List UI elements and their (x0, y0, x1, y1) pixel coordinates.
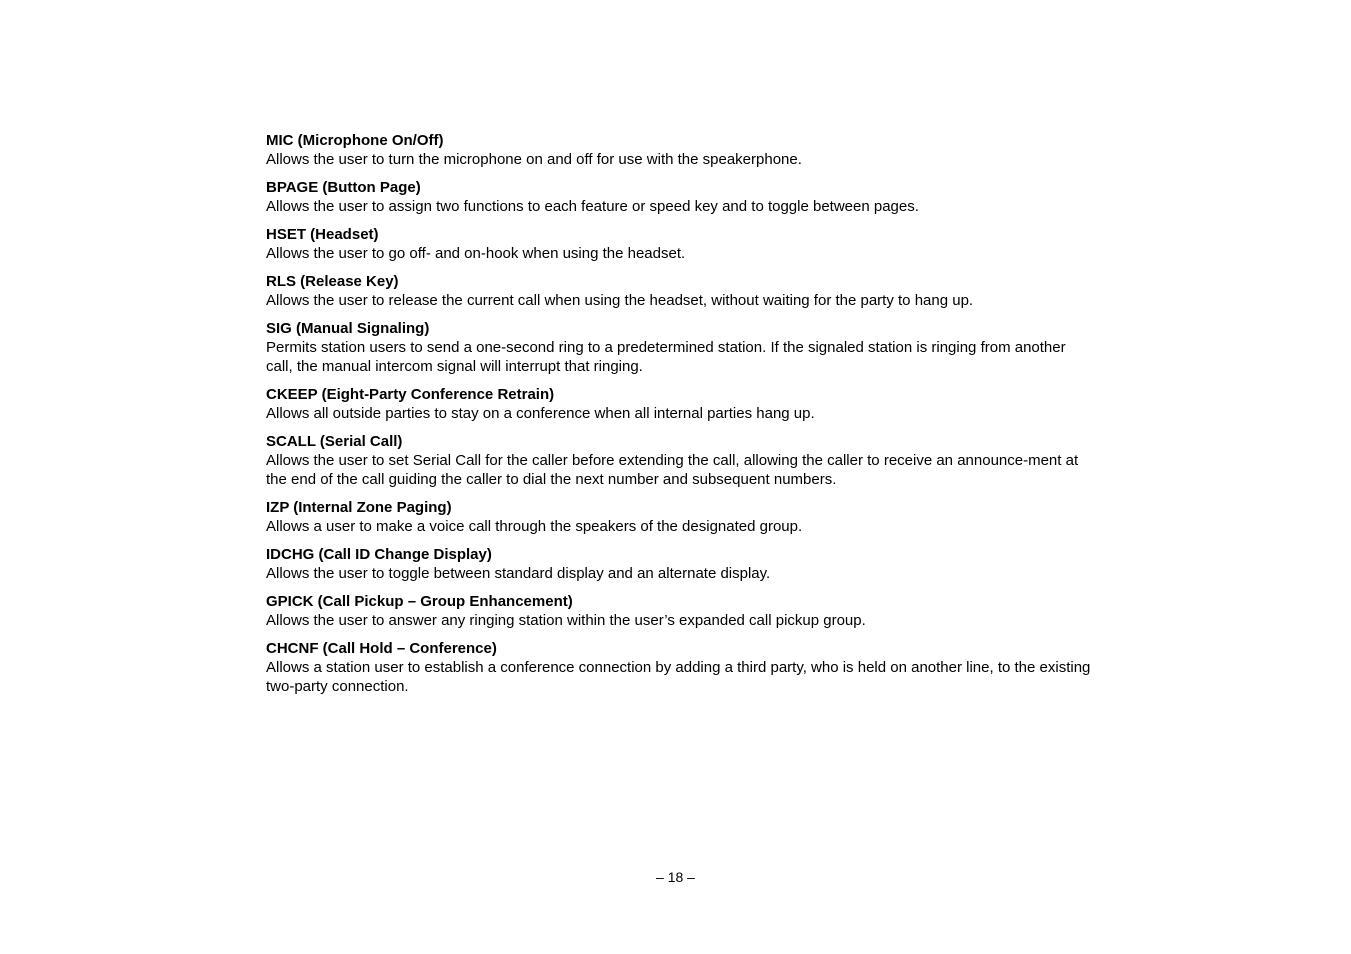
feature-entry-rls (266, 272, 1096, 310)
feature-title: HSET (Headset) (266, 226, 379, 243)
feature-entry-mic (266, 131, 1096, 169)
feature-entry-sig (266, 319, 1096, 376)
feature-entry-ckeep (266, 385, 1096, 423)
feature-title: MIC (Microphone On/Off) (266, 132, 444, 149)
feature-description: Allows the user to answer any ringing station within the user’s expanded call pickup group. (266, 612, 866, 629)
feature-title: GPICK (Call Pickup – Group Enhancement) (266, 593, 573, 610)
feature-title: CHCNF (Call Hold – Conference) (266, 640, 497, 657)
feature-description: Allows the user to set Serial Call for the caller before extending the call, allowing the caller to receive an announce-ment at the end of the call guiding the caller to dial the next number and subsequent numbers. (266, 452, 1079, 488)
feature-entry-idchg (266, 545, 1096, 583)
feature-title: IDCHG (Call ID Change Display) (266, 546, 492, 563)
page-number: – 18 – (656, 869, 695, 885)
feature-description: Allows all outside parties to stay on a conference when all internal parties hang up. (266, 405, 815, 422)
feature-description: Allows a user to make a voice call through the speakers of the designated group. (266, 518, 803, 535)
feature-entry-scall (266, 432, 1096, 489)
feature-description: Allows the user to go off- and on-hook when using the headset. (266, 245, 686, 262)
feature-title: IZP (Internal Zone Paging) (266, 499, 452, 516)
feature-title: SCALL (Serial Call) (266, 433, 403, 450)
feature-title: BPAGE (Button Page) (266, 179, 421, 196)
feature-list (266, 131, 1096, 705)
feature-title: RLS (Release Key) (266, 273, 399, 290)
feature-entry-bpage (266, 178, 1096, 216)
feature-entry-hset (266, 225, 1096, 263)
feature-entry-chcnf (266, 639, 1096, 696)
feature-description: Allows the user to release the current call when using the headset, without waiting for the party to hang up. (266, 292, 974, 309)
feature-description: Allows the user to toggle between standard display and an alternate display. (266, 565, 771, 582)
feature-title: SIG (Manual Signaling) (266, 320, 430, 337)
feature-description: Allows the user to assign two functions to each feature or speed key and to toggle between pages. (266, 198, 919, 215)
feature-entry-gpick (266, 592, 1096, 630)
feature-description: Allows a station user to establish a conference connection by adding a third party, who is held on another line, to the existing two-party connection. (266, 659, 1091, 695)
feature-entry-izp (266, 498, 1096, 536)
feature-title: CKEEP (Eight-Party Conference Retrain) (266, 386, 555, 403)
feature-description: Allows the user to turn the microphone on and off for use with the speakerphone. (266, 151, 802, 168)
feature-description: Permits station users to send a one-second ring to a predetermined station. If the signaled station is ringing from another call, the manual intercom signal will interrupt that ringing. (266, 339, 1066, 375)
